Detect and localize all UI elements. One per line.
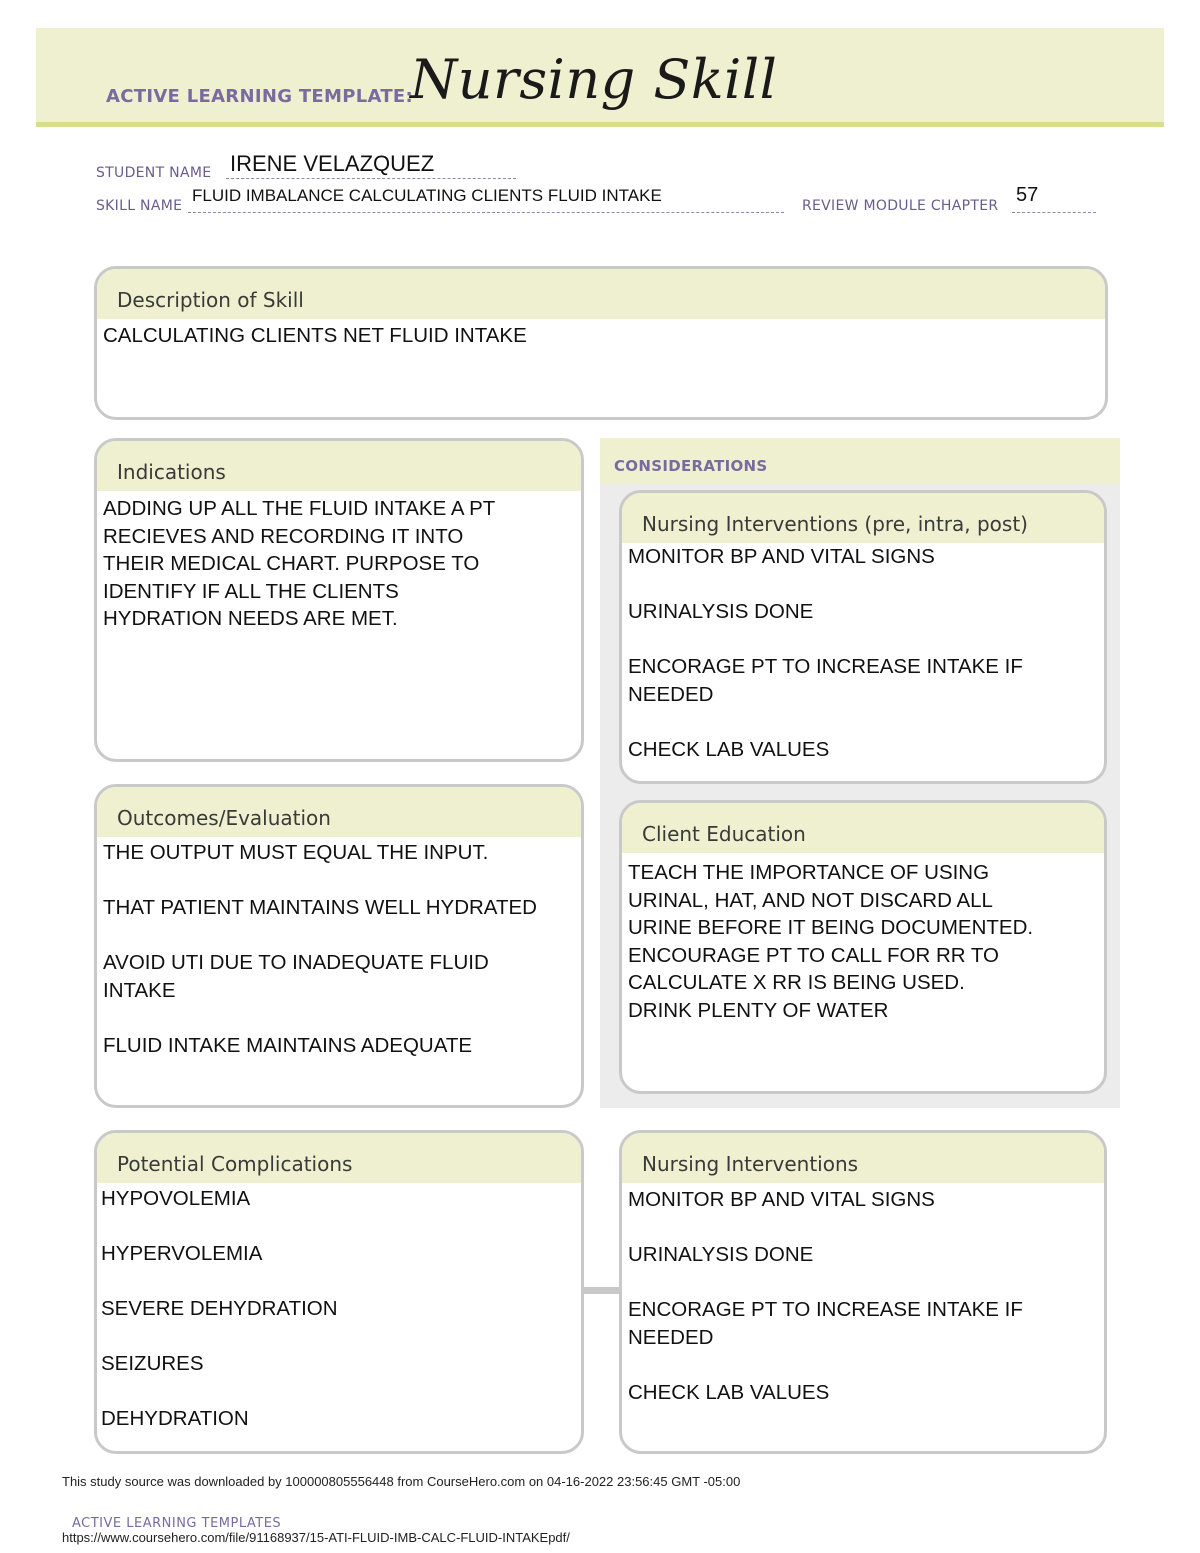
complications-heading: Potential Complications (97, 1133, 581, 1183)
list-item: URINALYSIS DONE (628, 600, 814, 623)
client-education-line: TEACH THE IMPORTANCE OF USING (628, 861, 990, 884)
client-education-line: DRINK PLENTY OF WATER (628, 998, 889, 1022)
chapter-underline (1012, 210, 1096, 213)
client-education-line: ENCOURAGE PT TO CALL FOR RR TO (628, 943, 999, 967)
list-item: SEVERE DEHYDRATION (101, 1297, 338, 1320)
list-item: THE OUTPUT MUST EQUAL THE INPUT. (103, 841, 489, 864)
list-item: DEHYDRATION (101, 1407, 249, 1430)
source-url[interactable]: https://www.coursehero.com/file/91168937/15-ATI-FLUID-IMB-CALC-FLUID-INTAKEpdf/ (62, 1530, 570, 1545)
templates-label: ACTIVE LEARNING TEMPLATES (72, 1516, 282, 1531)
client-education-box (619, 800, 1107, 1094)
skill-name-value: FLUID IMBALANCE CALCULATING CLIENTS FLUID INTAKE (192, 186, 662, 205)
box-connector (584, 1287, 620, 1294)
indications-heading: Indications (97, 441, 581, 491)
list-item: MONITOR BP AND VITAL SIGNS (628, 545, 935, 568)
page-title: Nursing Skill (410, 48, 778, 111)
list-item: AVOID UTI DUE TO INADEQUATE FLUID INTAKE (103, 951, 489, 1002)
list-item: MONITOR BP AND VITAL SIGNS (628, 1188, 935, 1211)
indications-line: ADDING UP ALL THE FLUID INTAKE A PT (103, 497, 496, 520)
description-heading: Description of Skill (97, 269, 1105, 319)
list-item: CHECK LAB VALUES (628, 737, 830, 761)
indications-line: IDENTIFY IF ALL THE CLIENTS (103, 579, 399, 603)
indications-line: THEIR MEDICAL CHART. PURPOSE TO (103, 552, 480, 575)
template-label: ACTIVE LEARNING TEMPLATE: (106, 86, 413, 107)
client-education-line: URINAL, HAT, AND NOT DISCARD ALL (628, 888, 993, 912)
indications-line: RECIEVES AND RECORDING IT INTO (103, 524, 464, 548)
skill-name-label: SKILL NAME (96, 198, 183, 214)
pre-intra-post-interventions-box (619, 490, 1107, 784)
list-item: THAT PATIENT MAINTAINS WELL HYDRATED (103, 896, 537, 919)
nursing-interventions-box (619, 1130, 1107, 1454)
list-item: CHECK LAB VALUES (628, 1380, 830, 1404)
nursing-interventions-heading: Nursing Interventions (622, 1133, 1104, 1183)
chapter-value: 57 (1016, 184, 1039, 206)
chapter-label: REVIEW MODULE CHAPTER (802, 198, 999, 214)
source-note: This study source was downloaded by 100000805556448 from CourseHero.com on 04-16-2022 23:56:45 GMT -05:00 (62, 1474, 741, 1489)
student-name-value: IRENE VELAZQUEZ (230, 151, 435, 176)
list-item: HYPOVOLEMIA (101, 1187, 251, 1210)
list-item: URINALYSIS DONE (628, 1243, 814, 1266)
list-item: ENCORAGE PT TO INCREASE INTAKE IF NEEDED (628, 655, 1023, 706)
student-name-label: STUDENT NAME (96, 165, 212, 181)
skill-name-underline (188, 210, 784, 213)
outcomes-heading: Outcomes/Evaluation (97, 787, 581, 837)
complications-box (94, 1130, 584, 1454)
description-text: CALCULATING CLIENTS NET FLUID INTAKE (103, 324, 527, 347)
considerations-label: CONSIDERATIONS (614, 457, 768, 475)
list-item: ENCORAGE PT TO INCREASE INTAKE IF NEEDED (628, 1298, 1023, 1349)
list-item: FLUID INTAKE MAINTAINS ADEQUATE (103, 1033, 473, 1057)
client-education-line: URINE BEFORE IT BEING DOCUMENTED. (628, 916, 1034, 939)
client-education-line: CALCULATE X RR IS BEING USED. (628, 971, 965, 994)
list-item: SEIZURES (101, 1352, 204, 1375)
list-item: HYPERVOLEMIA (101, 1242, 263, 1265)
pre-intra-post-heading: Nursing Interventions (pre, intra, post) (622, 493, 1104, 543)
indications-line: HYDRATION NEEDS ARE MET. (103, 607, 398, 630)
client-education-heading: Client Education (622, 803, 1104, 853)
indications-box (94, 438, 584, 762)
description-box (94, 266, 1108, 420)
indications-text (97, 491, 581, 633)
outcomes-box (94, 784, 584, 1108)
